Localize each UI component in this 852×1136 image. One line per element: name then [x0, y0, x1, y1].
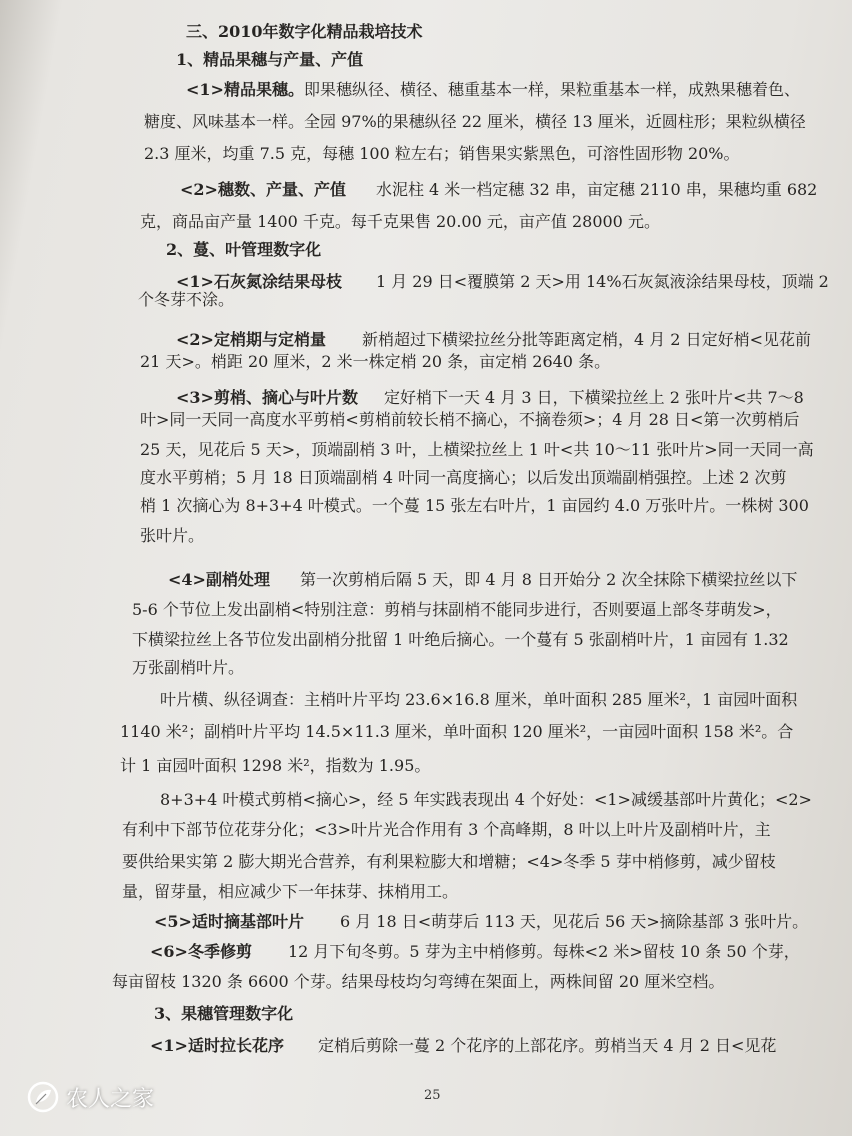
heading-1: 1、精品果穗与产量、产值	[176, 50, 364, 69]
paragraph-8-line-2: 有利中下部节位花芽分化；<3>叶片光合作用有 3 个高峰期，8 叶以上叶片及副梢叶片，主	[122, 820, 771, 839]
paragraph-5-line-2: 叶>同一天同一高度水平剪梢<剪梢前较长梢不摘心，不摘卷须>；4 月 28 日<第一次剪梢后	[140, 410, 800, 429]
paragraph-1-label: <1>精品果穗。	[186, 80, 304, 99]
paragraph-5-line-4: 度水平剪梢；5 月 18 日顶端副梢 4 叶同一高度摘心；以后发出顶端副梢强控。上述 2 次剪	[140, 468, 787, 487]
paragraph-8-line-3: 要供给果实第 2 膨大期光合营养，有利果粒膨大和增糖；<4>冬季 5 芽中梢修剪，减少留枝	[122, 852, 776, 871]
paragraph-9-text: 6 月 18 日<萌芽后 113 天，见花后 56 天>摘除基部 3 张叶片。	[339, 912, 809, 931]
paragraph-2-line-1	[180, 180, 817, 200]
paragraph-3-line-1	[176, 272, 829, 292]
paragraph-8-line-1: 8+3+4 叶模式剪梢<摘心>，经 5 年实践表现出 4 个好处：<1>减缓基部叶片黄化；<2>	[160, 790, 812, 809]
paragraph-9-line-1	[154, 912, 808, 932]
paragraph-8-line-4: 量，留芽量，相应减少下一年抹芽、抹梢用工。	[122, 882, 459, 901]
paragraph-9-label: <5>适时摘基部叶片	[154, 912, 304, 931]
watermark	[26, 1080, 154, 1114]
page-number: 25	[424, 1088, 441, 1103]
paragraph-7-line-3: 计 1 亩园叶面积 1298 米²，指数为 1.95。	[120, 756, 431, 775]
leaf-logo-icon	[26, 1080, 60, 1114]
paragraph-5-text: 定好梢下一天 4 月 3 日，下横梁拉丝上 2 张叶片<共 7～8	[383, 388, 804, 407]
paragraph-5-line-3: 25 天，见花后 5 天>，顶端副梢 3 叶，上横梁拉丝上 1 叶<共 10～11 张叶片>同一天同一高	[140, 440, 814, 459]
paragraph-2-text: 水泥柱 4 米一档定穗 32 串，亩定穗 2110 串，果穗均重 682	[375, 180, 818, 199]
paragraph-10-line-2: 每亩留枝 1320 条 6600 个芽。结果母枝均匀弯缚在架面上，两株间留 20 厘米空档。	[112, 972, 725, 991]
paragraph-3-label: <1>石灰氮涂结果母枝	[176, 272, 342, 291]
paragraph-5-label: <3>剪梢、摘心与叶片数	[176, 388, 358, 407]
watermark-text: 农人之家	[66, 1086, 155, 1112]
paragraph-7-line-2: 1140 米²；副梢叶片平均 14.5×11.3 厘米，单叶面积 120 厘米²，一亩园叶面积 158 米²。合	[120, 722, 794, 741]
heading-3: 3、果穗管理数字化	[154, 1004, 294, 1023]
paragraph-4-text: 新梢超过下横梁拉丝分批等距离定梢，4 月 2 日定好梢<见花前	[361, 330, 811, 349]
paragraph-5-line-6: 张叶片。	[140, 526, 205, 545]
paragraph-6-line-3: 下横梁拉丝上各节位发出副梢分批留 1 叶绝后摘心。一个蔓有 5 张副梢叶片，1 亩园有 1.32	[132, 630, 789, 649]
paragraph-3-line-2: 个冬芽不涂。	[138, 290, 235, 309]
paragraph-1-text: 即果穗纵径、横径、穗重基本一样，果粒重基本一样，成熟果穗着色、	[303, 80, 800, 99]
paragraph-11-label: <1>适时拉长花序	[150, 1036, 284, 1055]
paragraph-7-line-1: 叶片横、纵径调查：主梢叶片平均 23.6×16.8 厘米，单叶面积 285 厘米²，1 亩园叶面积	[160, 690, 798, 709]
heading-2: 2、蔓、叶管理数字化	[166, 240, 322, 259]
paragraph-6-label: <4>副梢处理	[168, 570, 270, 589]
paragraph-5-line-5: 梢 1 次摘心为 8+3+4 叶模式。一个蔓 15 张左右叶片，1 亩园约 4.0 万张叶片。一株树 300	[140, 496, 809, 515]
paragraph-11-line-1	[150, 1036, 776, 1056]
paragraph-10-line-1	[150, 942, 800, 962]
paragraph-6-line-4: 万张副梢叶片。	[132, 658, 245, 677]
paragraph-6-line-1	[168, 570, 797, 590]
paragraph-1-line-3: 2.3 厘米，均重 7.5 克，每穗 100 粒左右；销售果实紫黑色，可溶性固形物 20%。	[144, 144, 740, 163]
paragraph-1-line-2: 糖度、风味基本一样。全园 97%的果穗纵径 22 厘米，横径 13 厘米，近圆柱形；果粒纵横径	[144, 112, 806, 131]
paragraph-6-text: 第一次剪梢后隔 5 天，即 4 月 8 日开始分 2 次全抹除下横梁拉丝以下	[299, 570, 798, 589]
paragraph-4-line-2: 21 天>。梢距 20 厘米，2 米一株定梢 20 条，亩定梢 2640 条。	[140, 352, 611, 371]
paragraph-1-line-1	[186, 80, 800, 100]
section-title: 三、2010年数字化精品栽培技术	[186, 22, 423, 41]
paragraph-5-line-1	[176, 388, 804, 408]
paragraph-2-label: <2>穗数、产量、产值	[180, 180, 346, 199]
paragraph-3-text: 1 月 29 日<覆膜第 2 天>用 14%石灰氮液涂结果母枝，顶端 2	[375, 272, 829, 291]
paragraph-10-label: <6>冬季修剪	[150, 942, 252, 961]
paragraph-4-line-1	[176, 330, 811, 350]
paragraph-11-text: 定梢后剪除一蔓 2 个花序的上部花序。剪梢当天 4 月 2 日<见花	[317, 1036, 777, 1055]
paragraph-6-line-2: 5-6 个节位上发出副梢<特别注意：剪梢与抹副梢不能同步进行，否则要逼上部冬芽萌发>，	[132, 600, 782, 619]
paragraph-2-line-2: 克，商品亩产量 1400 千克。每千克果售 20.00 元，亩产值 28000 元。	[140, 212, 660, 231]
paragraph-4-label: <2>定梢期与定梢量	[176, 330, 326, 349]
paragraph-10-text: 12 月下旬冬剪。5 芽为主中梢修剪。每株<2 米>留枝 10 条 50 个芽，	[287, 942, 800, 961]
